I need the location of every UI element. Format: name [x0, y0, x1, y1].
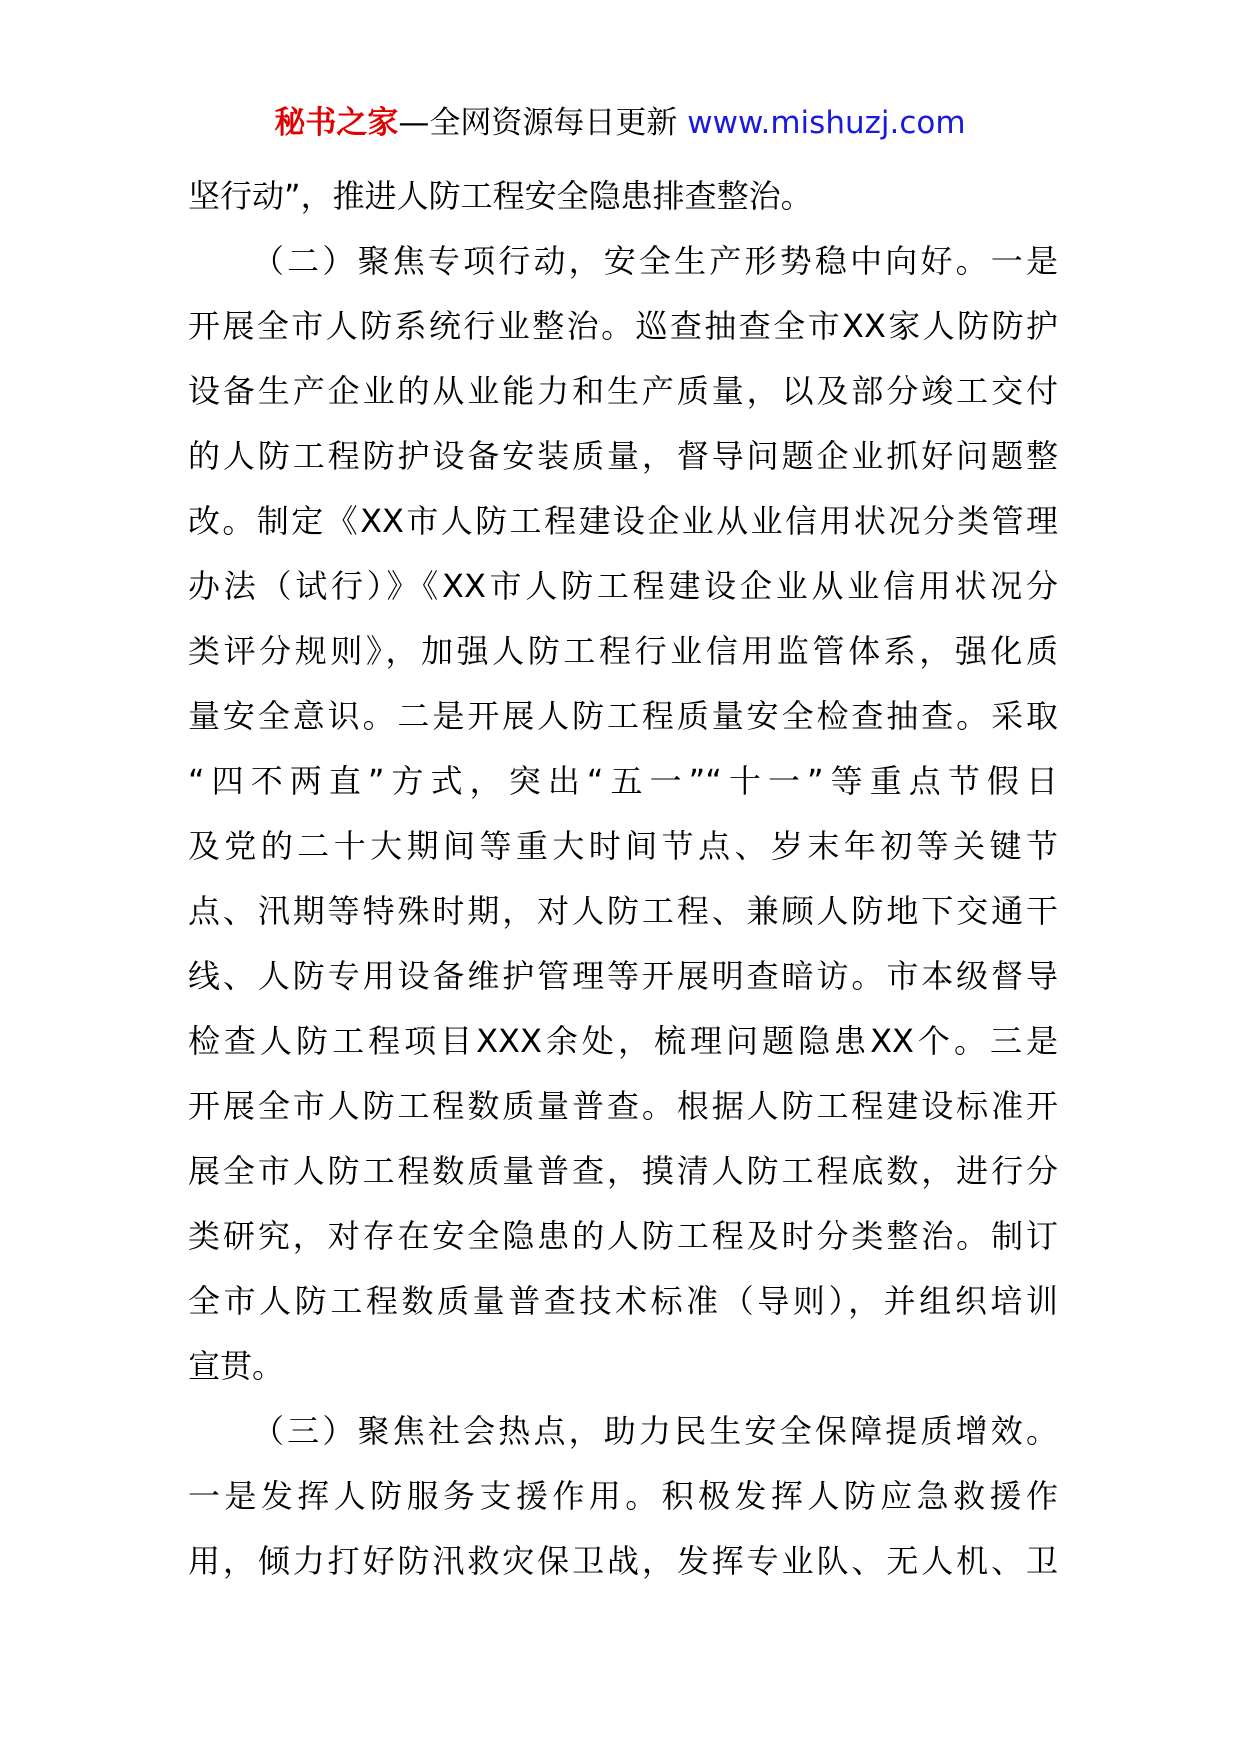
document-body: [188, 164, 1058, 1594]
text-line: 检查人防工程项目XXX余处，梳理问题隐患XX个。三是: [188, 1022, 1058, 1060]
text-line: 办法（试行）》《XX市人防工程建设企业从业信用状况分: [188, 567, 1058, 605]
brand-name: 秘书之家: [274, 105, 399, 141]
text-line: 类评分规则》，加强人防工程行业信用监管体系，强化质: [188, 632, 1058, 670]
text-line: 的人防工程防护设备安装质量，督导问题企业抓好问题整: [188, 437, 1058, 475]
text-line: 改。制定《XX市人防工程建设企业从业信用状况分类管理: [188, 502, 1058, 540]
header-tagline: —全网资源每日更新: [398, 105, 678, 141]
text-line: 用，倾力打好防汛救灾保卫战，发挥专业队、无人机、卫: [188, 1542, 1058, 1580]
text-line: 宣贯。: [188, 1347, 285, 1385]
text-line: 展全市人防工程数质量普查，摸清人防工程底数，进行分: [188, 1152, 1058, 1190]
text-line: 点、汛期等特殊时期，对人防工程、兼顾人防地下交通干: [188, 892, 1058, 930]
text-line: 线、人防专用设备维护管理等开展明查暗访。市本级督导: [188, 957, 1058, 995]
text-line: 量安全意识。二是开展人防工程质量安全检查抽查。采取: [188, 697, 1058, 735]
paragraph-heading-line: （二）聚焦专项行动，安全生产形势稳中向好。一是: [252, 242, 1058, 280]
text-line: 坚行动”，推进人防工程安全隐患排查整治。: [188, 177, 813, 215]
text-line: 及党的二十大期间等重大时间节点、岁末年初等关键节: [188, 827, 1058, 865]
text-line: 全市人防工程数质量普查技术标准（导则），并组织培训: [188, 1282, 1058, 1320]
text-line: 开展全市人防工程数质量普查。根据人防工程建设标准开: [188, 1087, 1058, 1125]
site-url-link[interactable]: www.mishuzj.com: [687, 105, 966, 141]
text-line: 一是发挥人防服务支援作用。积极发挥人防应急救援作: [188, 1477, 1058, 1515]
text-line: 设备生产企业的从业能力和生产质量，以及部分竣工交付: [188, 372, 1058, 410]
text-line: “四不两直”方式，突出“五一”“十一”等重点节假日: [188, 762, 1058, 800]
text-line: 开展全市人防系统行业整治。巡查抽查全市XX家人防防护: [188, 307, 1058, 345]
paragraph-heading-line: （三）聚焦社会热点，助力民生安全保障提质增效。: [252, 1412, 1058, 1450]
text-line: 类研究，对存在安全隐患的人防工程及时分类整治。制订: [188, 1217, 1058, 1255]
page-header: [0, 103, 1240, 143]
